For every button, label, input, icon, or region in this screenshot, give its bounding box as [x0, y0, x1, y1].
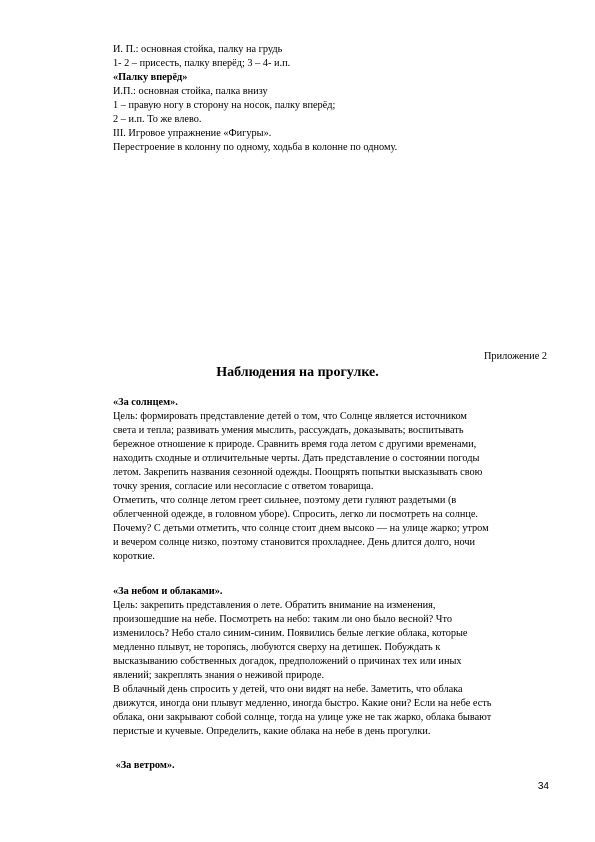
text-line: явлений; закреплять знания о неживой природе. — [113, 670, 325, 681]
text-line: Почему? С детьми отметить, что солнце стоит днем высоко — на улице жарко; утром — [113, 523, 489, 534]
text-line: медленно плывут, не торопясь, любуются сверху на детишек. Побуждать к — [113, 642, 441, 653]
text-line: высказыванию собственных догадок, предположений о причинах тех или иных — [113, 656, 462, 667]
text-line: произошедшие на небе. Посмотреть на небо: таким ли оно было весной? Что — [113, 614, 452, 625]
text-line: короткие. — [113, 551, 155, 562]
text-line: облегченной одежде, в головном уборе). Спросить, легко ли посмотреть на солнце. — [113, 509, 478, 520]
text-line: И. П.: основная стойка, палку на грудь — [113, 44, 283, 55]
text-line: и вечером солнце низко, поэтому становится прохладнее. День длится долго, ночи — [113, 537, 476, 548]
text-line: 1 – правую ногу в сторону на носок, палку вперёд; — [113, 100, 336, 111]
text-line: 2 – и.п. То же влево. — [113, 114, 202, 125]
exercise-heading: «Палку вперёд» — [113, 72, 188, 83]
text-line: бережное отношение к природе. Сравнить время года летом с другими временами, — [113, 439, 477, 450]
appendix-label: Приложение 2 — [484, 351, 547, 362]
game-exercise-line: III. Игровое упражнение «Фигуры». — [113, 128, 272, 139]
text-line: точку зрения, согласие или несогласие с ответом товарища. — [113, 481, 374, 492]
text-line: Цель: формировать представление детей о том, что Солнце является источником — [113, 411, 467, 422]
text-line: И.П.: основная стойка, палка внизу — [113, 86, 268, 97]
section-heading: «За ветром». — [113, 760, 175, 771]
section-heading: «За солнцем». — [113, 397, 178, 408]
page-number: 34 — [537, 781, 549, 792]
text-line: света и тепла; развивать умения мыслить, рассуждать, доказывать; воспитывать — [113, 425, 464, 436]
text-line: Цель: закрепить представления о лете. Обратить внимание на изменения, — [113, 600, 436, 611]
text-line: Отметить, что солнце летом греет сильнее, поэтому дети гуляют раздетыми (в — [113, 495, 457, 506]
text-line: летом. Закрепить названия сезонной одежды. Поощрять попытки высказывать свою — [113, 467, 483, 478]
text-line: движутся, иногда они плывут медленно, иногда быстро. Какие они? Если на небе есть — [113, 698, 492, 709]
text-line: изменилось? Небо стало синим-синим. Появились белые легкие облака, которые — [113, 628, 468, 639]
text-line: находить сходные и отличительные черты. Дать представление о состоянии погоды — [113, 453, 480, 464]
page-title: Наблюдения на прогулке. — [216, 365, 379, 380]
text-line: Перестроение в колонну по одному, ходьба в колонне по одному. — [113, 142, 398, 153]
text-line: облака, они закрывают собой солнце, тогда на улице уже не так жарко, облака бывают — [113, 712, 492, 723]
section-heading: «За небом и облаками». — [113, 586, 223, 597]
text-line: В облачный день спросить у детей, что они видят на небе. Заметить, что облака — [113, 684, 463, 695]
text-line: перистые и кучевые. Определить, какие облака на небе в день прогулки. — [113, 726, 431, 737]
text-line: 1- 2 – присесть, палку вперёд; 3 – 4- и.п. — [113, 58, 291, 69]
